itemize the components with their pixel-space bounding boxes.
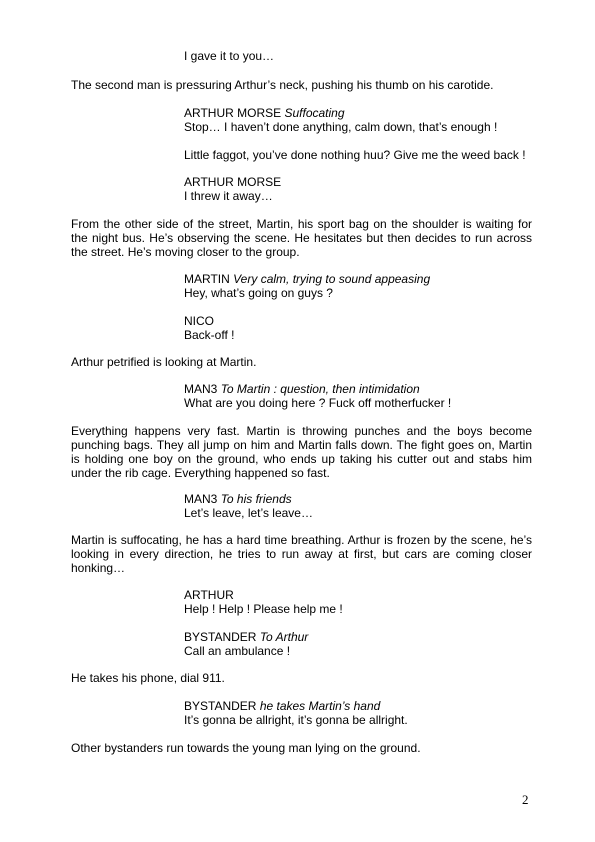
dialogue-line: Let’s leave, let’s leave… bbox=[184, 506, 313, 520]
page-number: 2 bbox=[522, 792, 529, 807]
dialogue-line: Help ! Help ! Please help me ! bbox=[184, 602, 343, 616]
dialogue-line: Call an ambulance ! bbox=[184, 644, 291, 658]
action-paragraph: Other bystanders run towards the young man lying on the ground. bbox=[71, 741, 421, 755]
character-name: ARTHUR bbox=[184, 588, 234, 602]
character-name: MAN3 bbox=[184, 382, 218, 396]
character-name: MAN3 bbox=[184, 492, 218, 506]
action-paragraph: Martin is suffocating, he has a hard time breathing. Arthur is frozen by the scene, he’s looking in every direction, he tries to run away at first, but cars are coming closer honking… bbox=[71, 533, 532, 575]
parenthetical: To his friends bbox=[220, 492, 292, 506]
dialogue-block bbox=[184, 175, 564, 203]
dialogue-line: I threw it away… bbox=[184, 189, 273, 203]
dialogue-line: I gave it to you… bbox=[184, 49, 275, 63]
dialogue-line: What are you doing here ? Fuck off motherfucker ! bbox=[184, 396, 452, 410]
dialogue-line: It’s gonna be allright, it’s gonna be allright. bbox=[184, 713, 408, 727]
character-name: ARTHUR MORSE bbox=[184, 106, 282, 120]
dialogue-block bbox=[184, 699, 564, 727]
action-paragraph: Everything happens very fast. Martin is throwing punches and the boys become punching bags. They all jump on him and Martin falls down. The fight goes on, Martin is holding one boy on the ground, who ends up taking his cutter out and stabs him under the rib cage. Everything happened so fast. bbox=[71, 424, 532, 480]
parenthetical: Suffocating bbox=[284, 106, 345, 120]
dialogue-line: Hey, what’s going on guys ? bbox=[184, 286, 333, 300]
dialogue-cue bbox=[184, 699, 564, 713]
dialogue-cue bbox=[184, 630, 564, 644]
character-name: NICO bbox=[184, 314, 214, 328]
dialogue-block bbox=[184, 382, 564, 410]
parenthetical: To Arthur bbox=[259, 630, 309, 644]
dialogue-block bbox=[184, 148, 564, 162]
character-name: BYSTANDER bbox=[184, 630, 257, 644]
dialogue-line: Little faggot, you’ve done nothing huu? Give me the weed back ! bbox=[184, 148, 526, 162]
dialogue-block bbox=[184, 314, 564, 342]
dialogue-cue bbox=[184, 492, 564, 506]
action-paragraph: The second man is pressuring Arthur’s neck, pushing his thumb on his carotide. bbox=[71, 78, 494, 92]
character-name: ARTHUR MORSE bbox=[184, 175, 282, 189]
dialogue-block bbox=[184, 49, 564, 63]
dialogue-block bbox=[184, 492, 564, 520]
action-paragraph: He takes his phone, dial 911. bbox=[71, 671, 225, 685]
dialogue-cue bbox=[184, 106, 564, 120]
dialogue-line: Stop… I haven’t done anything, calm down, that’s enough ! bbox=[184, 120, 498, 134]
character-name: MARTIN bbox=[184, 272, 230, 286]
parenthetical: To Martin : question, then intimidation bbox=[220, 382, 420, 396]
character-name: BYSTANDER bbox=[184, 699, 257, 713]
parenthetical: Very calm, trying to sound appeasing bbox=[233, 272, 431, 286]
action-paragraph: From the other side of the street, Martin, his sport bag on the shoulder is waiting for the night bus. He’s observing the scene. He hesitates but then decides to run across the street. He’s moving closer to the group. bbox=[71, 217, 532, 259]
dialogue-block bbox=[184, 588, 564, 616]
dialogue-block bbox=[184, 630, 564, 658]
dialogue-cue bbox=[184, 382, 564, 396]
action-paragraph: Arthur petrified is looking at Martin. bbox=[71, 355, 257, 369]
dialogue-cue bbox=[184, 272, 564, 286]
parenthetical: he takes Martin’s hand bbox=[259, 699, 381, 713]
dialogue-block bbox=[184, 272, 564, 300]
dialogue-block bbox=[184, 106, 564, 134]
dialogue-line: Back-off ! bbox=[184, 328, 235, 342]
